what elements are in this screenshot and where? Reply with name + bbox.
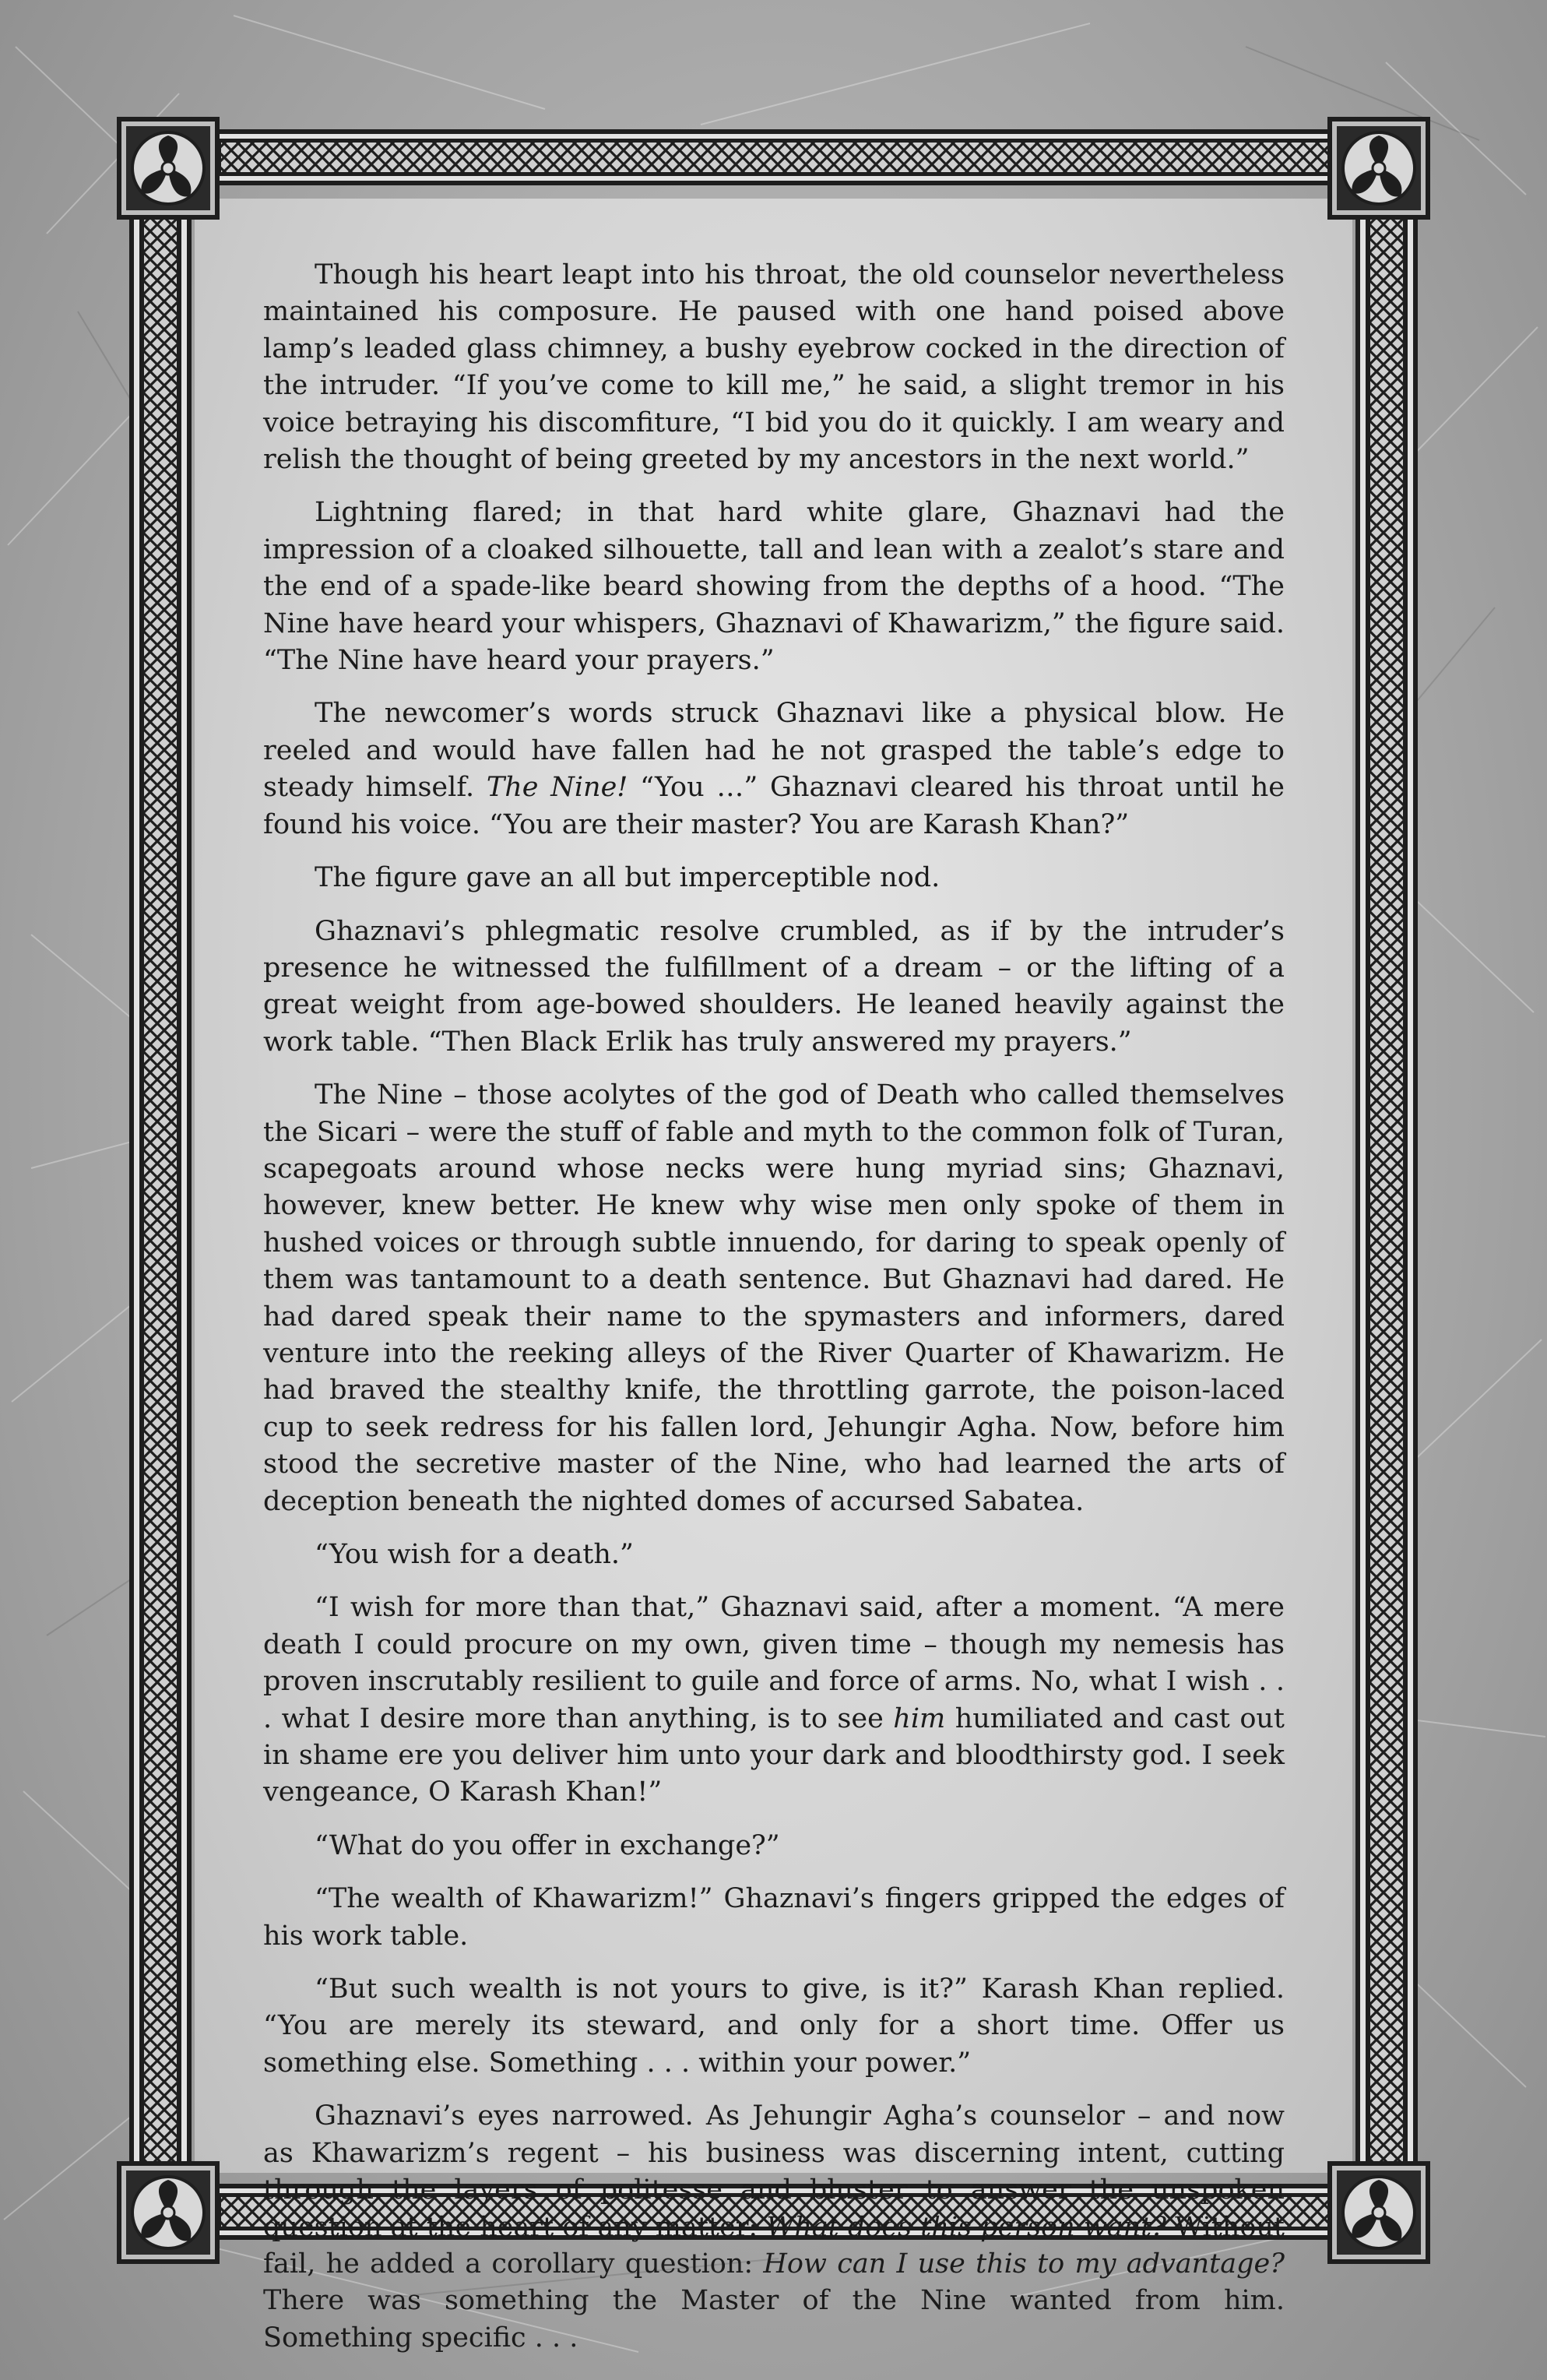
paragraph-text: The newcomer’s words struck Ghaznavi like a physical blow. He reeled and would have fallen had he not grasped the table’s edge to steady himself. — [263, 698, 1285, 804]
paragraph-text: “You wish for a death.” — [315, 1539, 634, 1570]
frame-left-border — [129, 210, 192, 2176]
story-paragraph — [263, 695, 1285, 843]
paragraph-text: humiliated and cast out in shame ere you deliver him unto your dark and bloodthirsty god. I seek vengeance, O Karash Khan!” — [263, 1702, 1285, 1808]
paragraph-text: “What do you offer in exchange?” — [315, 1829, 780, 1861]
paragraph-text: “I wish for more than that,” Ghaznavi said, after a moment. “A mere death I could procure on my own, given time – though my nemesis has proven inscrutably resilient to guile and force of arms. No, what I wish . . . what I desire more than anything, is to see — [263, 1592, 1285, 1734]
story-paragraph — [263, 1077, 1285, 1520]
paragraph-text: Lightning flared; in that hard white glare, Ghaznavi had the impression of a cloaked silhouette, tall and lean with a zealot’s stare and the end of a spade-like beard showing from the depths of a hood. “The Nine have heard your whispers, Ghaznavi of Khawarizm,” the figure said. “The Nine have heard your prayers.” — [263, 497, 1285, 677]
story-paragraph — [263, 914, 1285, 1061]
frame-right-border — [1355, 210, 1418, 2176]
paragraph-text: Though his heart leapt into his throat, the old counselor nevertheless maintained his composure. He paused with one hand poised above lamp’s leaded glass chimney, a bushy eyebrow cocked in the direction of the intruder. “If you’ve come to kill me,” he said, a slight tremor in his voice betraying his discomfiture, “I bid you do it quickly. I am weary and relish the thought of being greeted by my ancestors in the next world.” — [263, 259, 1285, 476]
paragraph-text: The Nine – those acolytes of the god of Death who called themselves the Sicari – were the stuff of fable and myth to the common folk of Turan, scapegoats around whose necks were hung myriad sins; Ghaznavi, however, knew better. He knew why wise men only spoke of them in hushed voices or through subtle innuendo, for daring to speak openly of them was tantamount to a death sentence. But Ghaznavi had dared. He had dared speak their name to the spymasters and informers, dared venture into the reeking alleys of the River Quarter of Khawarizm. He had braved the stealthy knife, the throttling garrote, the poison-laced cup to seek redress for his fallen lord, Jehungir Agha. Now, before him stood the secretive master of the Nine, who had learned the arts of deception beneath the nighted domes of accursed Sabatea. — [263, 1079, 1285, 1517]
story-paragraph — [263, 1828, 1285, 1864]
triskelion-knot-icon — [1327, 2161, 1430, 2264]
story-paragraph — [263, 495, 1285, 679]
triskelion-knot-icon — [1327, 117, 1430, 220]
story-paragraph — [263, 257, 1285, 478]
paragraph-text: The figure gave an all but imperceptible nod. — [315, 862, 941, 894]
story-paragraph — [263, 2098, 1285, 2357]
paragraph-text: Ghaznavi’s phlegmatic resolve crumbled, as if by the intruder’s presence he witnessed the fulfillment of a dream – or the lifting of a great weight from age-bowed shoulders. He leaned heavily against the work table. “Then Black Erlik has truly answered my prayers.” — [263, 915, 1285, 1058]
triskelion-knot-icon — [117, 117, 220, 220]
paragraph-text: Ghaznavi’s eyes narrowed. As Jehungir Agha’s counselor – and now as Khawarizm’s regent – his business was discerning intent, cutting through the layers of politesse and bluster to answer the unspoken question at the heart of any matter: — [263, 2100, 1285, 2243]
story-paragraph — [263, 1971, 1285, 2082]
paragraph-text: “You …” Ghaznavi cleared his throat until he found his voice. “You are their master? You are Karash Khan?” — [263, 772, 1285, 840]
paragraph-text: There was something the Master of the Nine wanted from him. Something specific . . . — [263, 2285, 1285, 2354]
frame-top-border — [210, 129, 1339, 185]
story-paragraph — [263, 1537, 1285, 1573]
triskelion-knot-icon — [117, 2161, 220, 2264]
italic-text: What does this person want? — [766, 2211, 1166, 2243]
italic-text: The Nine! — [486, 772, 628, 804]
italic-text: How can I use this to my advantage? — [763, 2248, 1285, 2280]
story-text — [263, 257, 1285, 2373]
story-paragraph — [263, 1881, 1285, 1955]
story-paragraph — [263, 860, 1285, 896]
paragraph-text: Without fail, he added a corollary question: — [263, 2211, 1285, 2280]
paragraph-text: “But such wealth is not yours to give, is it?” Karash Khan replied. “You are merely its steward, and only for a short time. Offer us something else. Something . . . within your power.” — [263, 1973, 1285, 2079]
italic-text: him — [893, 1702, 946, 1734]
story-paragraph — [263, 1590, 1285, 1811]
paragraph-text: “The wealth of Khawarizm!” Ghaznavi’s fingers gripped the edges of his work table. — [263, 1883, 1285, 1952]
